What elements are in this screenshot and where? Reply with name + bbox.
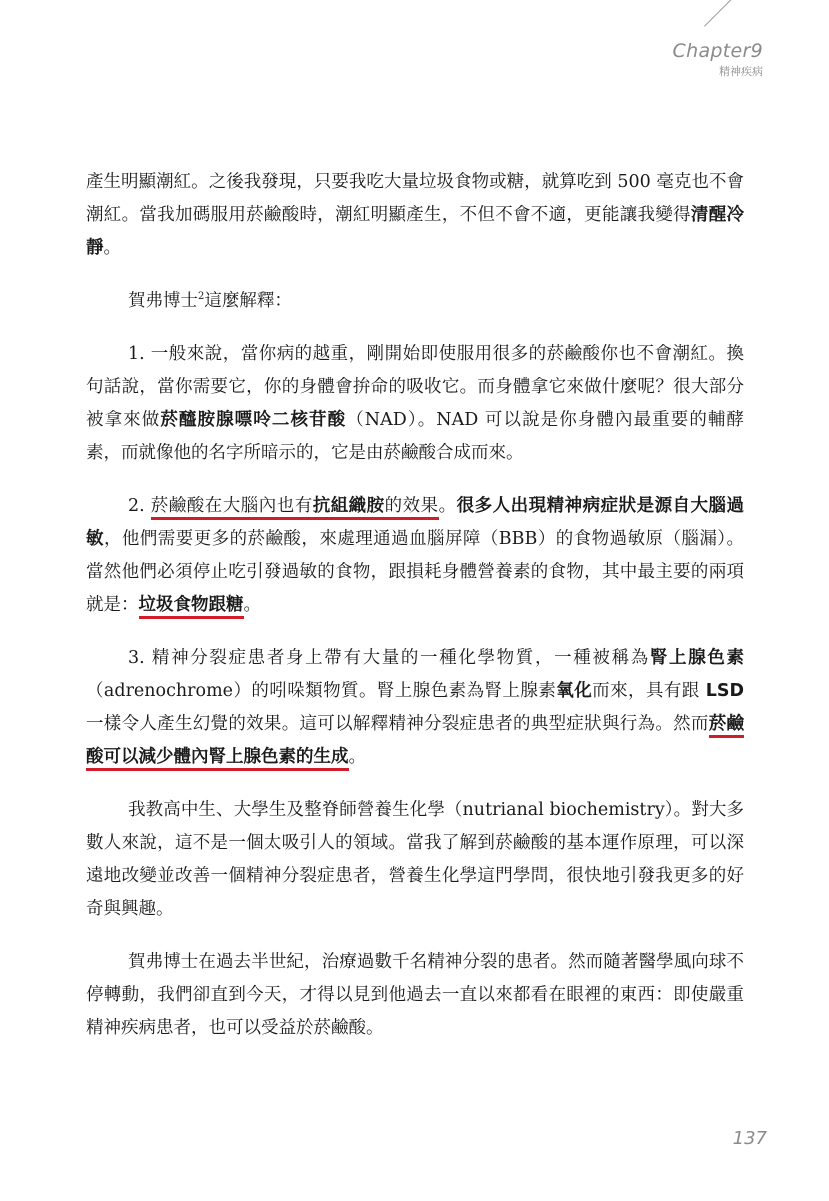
page-body — [86, 166, 744, 1065]
paragraph-5-bold-adrenochrome: 腎上腺色素 — [649, 648, 745, 668]
footnote-ref: 2 — [198, 291, 205, 303]
underlined-bold: 抗組織胺 — [312, 496, 385, 516]
paragraph-1-text: 產生明顯潮紅。之後我發現，只要我吃大量垃圾食物或糖，就算吃到 500 毫克也不會潮紅。當我加碼服用菸鹼酸時，潮紅明顯產生，不但不會不適，更能讓我變得 — [86, 172, 744, 225]
paragraph-7: 賀弗博士在過去半世紀，治療過數千名精神分裂的患者。然而隨著醫學風向球不停轉動，我們卻直到今天，才得以見到他過去一直以來都看在眼裡的東西：即使嚴重精神疾病患者，也可以受益於菸鹼酸。 — [86, 952, 744, 1038]
paragraph-4 — [86, 490, 744, 622]
paragraph-4-text: ，他們需要更多的菸鹼酸，來處理通過血腦屏障（BBB）的食物過敏原（腦漏）。當然他們必須停止吃引發過敏的食物，跟損耗身體營養素的食物，其中最主要的兩項就是： — [86, 529, 745, 615]
paragraph-5 — [86, 642, 744, 774]
underlined-phrase-junkfood: 垃圾食物跟糖 — [139, 595, 244, 619]
paragraph-4-punct: 。 — [438, 496, 457, 516]
paragraph-5-bold-lsd: LSD — [705, 681, 745, 701]
paragraph-5-text-d: 一樣令人產生幻覺的效果。這可以解釋精神分裂症患者的典型症狀與行為。然而 — [86, 714, 709, 734]
underlined-text-b: 的效果 — [384, 496, 439, 516]
paragraph-4-bold: 很多人出現精神病症狀是源自大腦過敏 — [86, 496, 745, 549]
paragraph-1-bold: 清醒冷靜 — [86, 205, 745, 258]
corner-decoration-line — [704, 0, 739, 27]
paragraph-1 — [86, 166, 744, 265]
underlined-phrase-antihistamine — [151, 496, 439, 520]
running-head — [673, 40, 763, 79]
paragraph-2-text: 賀弗博士 — [128, 291, 198, 311]
chapter-subtitle: 精神疾病 — [719, 65, 763, 78]
page-number: 137 — [732, 1128, 767, 1149]
paragraph-5-bold-oxidation: 氧化 — [556, 681, 593, 701]
paragraph-1-end: 。 — [103, 238, 121, 258]
paragraph-2 — [86, 285, 744, 318]
paragraph-2-text-b: 這麼解釋： — [204, 291, 292, 311]
paragraph-3-text: 1. 一般來說，當你病的越重，剛開始即使服用很多的菸鹼酸你也不會潮紅。換句話說，當你需要它，你的身體會拚命的吸收它。而身體拿它來做什麼呢？很大部分被拿來做 — [86, 344, 744, 430]
paragraph-5-text: 3. 精神分裂症患者身上帶有大量的一種化學物質，一種被稱為 — [128, 648, 650, 668]
chapter-label: Chapter9 — [672, 40, 763, 62]
paragraph-6: 我教高中生、大學生及整脊師營養生化學（nutrianal biochemistry）。對大多數人來說，這不是一個太吸引人的領域。當我了解到菸鹼酸的基本運作原理，可以深遠地改變並改善一個精神分裂症患者，營養生化學這門學問，很快地引發我更多的好奇與興趣。 — [86, 800, 744, 919]
paragraph-5-text-c: 而來，具有跟 — [592, 681, 706, 701]
paragraph-5-text-b: （adrenochrome）的吲哚類物質。腎上腺色素為腎上腺素 — [86, 681, 557, 701]
paragraph-3 — [86, 338, 744, 470]
paragraph-4-number: 2. — [128, 496, 151, 516]
paragraph-3-bold: 菸醯胺腺嘌呤二核苷酸 — [160, 410, 347, 430]
paragraph-4-end: 。 — [243, 595, 261, 615]
paragraph-5-end: 。 — [348, 747, 366, 767]
underlined-text-a: 菸鹼酸在大腦內也有 — [150, 496, 313, 516]
paragraph-3-text-b: （NAD）。NAD 可以說是你身體內最重要的輔酵素，而就像他的名字所暗示的，它是由菸鹼酸合成而來。 — [86, 410, 745, 463]
underlined-phrase-niacin: 菸鹼酸可以減少體內腎上腺色素的生成 — [86, 714, 744, 771]
